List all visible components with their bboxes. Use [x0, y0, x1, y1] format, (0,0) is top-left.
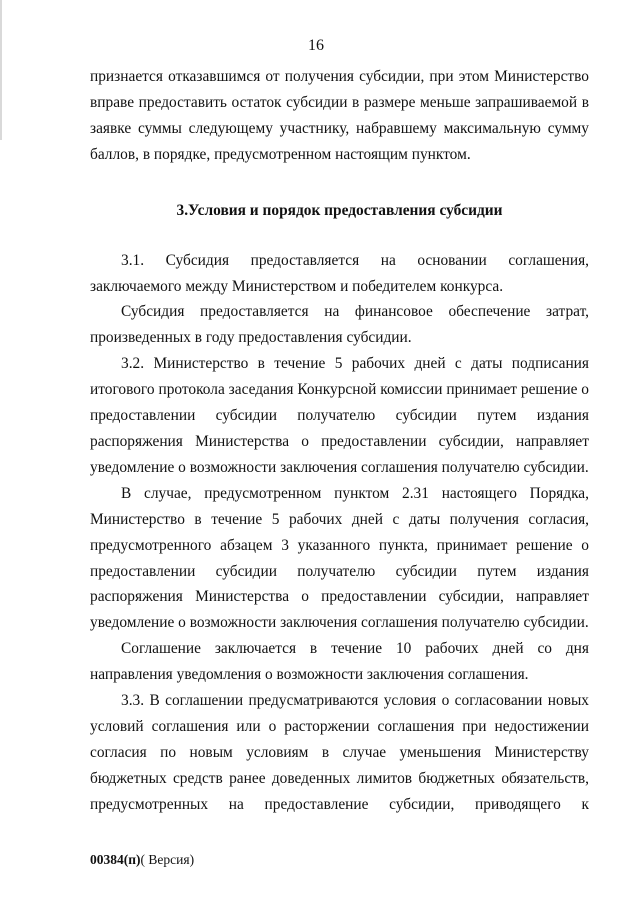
document-footer [90, 851, 194, 869]
text-line: 3.1. Субсидия предоставляется на основании соглашения, заключаемого [90, 251, 589, 295]
text-line: 3.2. Министерство в течение 5 рабочих дней с даты подписания итогового [90, 355, 589, 399]
text-line: согласия по новым условиям в случае уменьшения Министерству бюджетных [90, 743, 589, 787]
paragraph-case-2-31 [90, 481, 589, 636]
text-line: Соглашение заключается в течение 10 рабочих дней со дня направления [90, 640, 589, 684]
text-line: средств ранее доведенных лимитов бюджетных обязательств, [172, 769, 589, 787]
document-version: ( Версия) [140, 852, 195, 867]
text-line: между Министерством и победителем конкурса. [185, 277, 504, 295]
paragraph-3-3 [90, 688, 589, 818]
scan-edge-shadow [0, 0, 2, 140]
text-line: Министерство в течение 5 рабочих дней с даты получения согласия, [90, 510, 589, 528]
text-line: признается отказавшимся от получения субсидии, при этом Министерство [90, 68, 589, 85]
document-body [90, 64, 589, 818]
text-line: протокола заседания Конкурсной комиссии принимает решение о [158, 381, 589, 399]
text-line: Субсидия предоставляется на финансовое обеспечение затрат, [121, 303, 589, 321]
text-line: баллов, в порядке, предусмотренном настоящим пунктом. [90, 145, 471, 163]
paragraph-subsidy-purpose [90, 299, 589, 351]
text-line: Министерства о предоставлении субсидии, направляет уведомление о [90, 432, 589, 476]
text-line: заявке суммы следующему участнику, набравшему максимальную сумму [90, 119, 589, 137]
text-line: предусмотренного абзацем 3 указанного пункта, принимает решение о [90, 536, 589, 554]
text-line: возможности заключения соглашения получателю субсидии. [189, 458, 589, 476]
text-line: вправе предоставить остаток субсидии в размере меньше запрашиваемой в [90, 93, 589, 111]
text-line: предусмотренных на предоставление субсидии, приводящего к [90, 795, 589, 813]
document-code: 00384(п) [90, 852, 141, 867]
section-heading: 3.Условия и порядок предоставления субсидии [176, 201, 503, 219]
text-line: Министерства о предоставлении субсидии, направляет уведомление о [90, 588, 589, 632]
paragraph-3-1 [90, 248, 589, 300]
paragraph-agreement-term [90, 636, 589, 688]
text-line: 3.3. В соглашении предусматриваются условия о согласовании новых [121, 692, 589, 710]
text-line: предоставлении субсидии получателю субсидии путем издания распоряжения [90, 407, 589, 450]
paragraph-3-2 [90, 351, 589, 481]
text-line: возможности заключения соглашения получателю субсидии. [189, 614, 589, 632]
page-number: 16 [308, 37, 324, 54]
text-line: произведенных в году предоставления субсидии. [90, 329, 412, 347]
text-line: уведомления о возможности заключения соглашения. [176, 666, 529, 684]
text-line: предоставлении субсидии получателю субсидии путем издания распоряжения [90, 562, 589, 606]
text-line: условий соглашения или о расторжении соглашения при недостижении [90, 717, 589, 735]
paragraph-continuation [90, 64, 589, 168]
text-line: В случае, предусмотренном пунктом 2.31 настоящего Порядка, [121, 484, 589, 502]
